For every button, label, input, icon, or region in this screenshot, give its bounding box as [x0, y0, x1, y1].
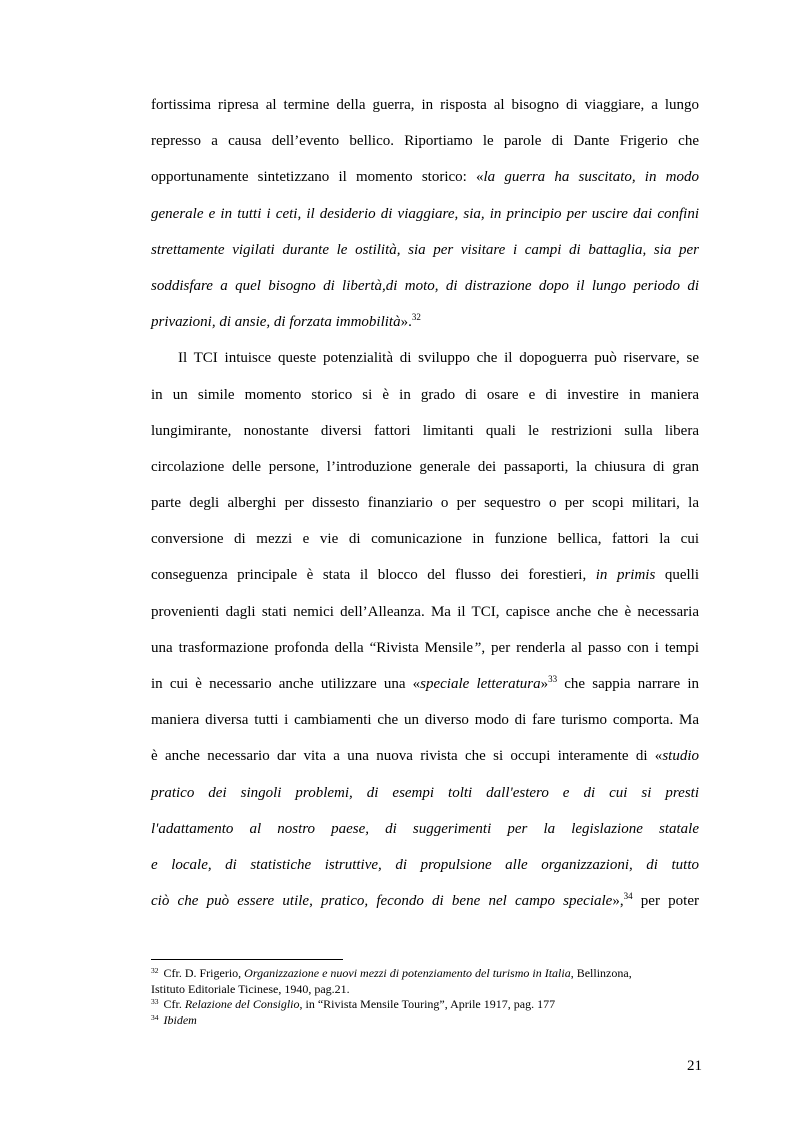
footnote-ref: 34 [623, 891, 633, 902]
footnote-number: 32 [151, 966, 159, 975]
body-text: conversione di mezzi e vie di comunicazione in funzione bellica, fattori la cui [151, 531, 699, 548]
body-text: una trasformazione profonda della “Rivista Mensile [151, 639, 474, 656]
body-text: », [612, 893, 624, 910]
body-italic-text: e locale, di statistiche istruttive, di propulsione alle organizzazioni, di tutto [151, 856, 699, 873]
footnote-line [151, 982, 711, 997]
body-text: ». [400, 314, 412, 331]
text-line [151, 87, 699, 123]
text-line [151, 304, 699, 340]
text-line [151, 738, 699, 774]
text-line [151, 630, 699, 666]
footnote-text: , Bellinzona, [570, 966, 632, 980]
text-line [151, 449, 699, 485]
text-line [151, 123, 699, 159]
footnote-italic-text: Organizzazione e nuovi mezzi di potenziamento del turismo in Italia [244, 966, 571, 980]
footnotes [151, 966, 711, 1029]
text-line [151, 232, 699, 268]
body-italic-text: l'adattamento al nostro paese, di suggerimenti per la legislazione statale [151, 820, 699, 837]
text-line [151, 883, 699, 919]
text-line [151, 196, 699, 232]
text-line [151, 811, 699, 847]
body-text: conseguenza principale è stata il blocco del flusso dei forestieri, [151, 567, 596, 584]
footnote-3 [151, 1013, 711, 1029]
body-italic-text: strettamente vigilati durante le ostilità, sia per visitare i campi di battaglia, sia per [151, 241, 699, 258]
footnote-italic-text: Relazione del Consiglio [184, 997, 300, 1011]
body-text: provenienti dagli stati nemici dell’Alleanza. Ma il TCI, capisce anche che è necessaria [151, 603, 699, 620]
text-line [151, 159, 699, 195]
text-line [151, 268, 699, 304]
footnote-number: 34 [151, 1013, 159, 1022]
body-text: , per renderla al passo con i tempi [481, 639, 699, 656]
footnote-text: Cfr. [160, 997, 185, 1011]
footnote-1 [151, 966, 711, 997]
footnote-separator [151, 959, 343, 960]
text-line [151, 521, 699, 557]
body-text: represso a causa dell’evento bellico. Riportiamo le parole di Dante Frigerio che [151, 133, 699, 150]
text-line [151, 413, 699, 449]
text-line [151, 594, 699, 630]
footnote-text: Istituto Editoriale Ticinese, 1940, pag.21. [151, 982, 350, 996]
body-italic-text: ciò che può essere utile, pratico, fecondo di bene nel campo speciale [151, 893, 613, 910]
body-text: in cui è necessario anche utilizzare una « [151, 676, 421, 692]
body-italic-text: speciale letteratura [420, 676, 541, 692]
text-line [151, 340, 699, 376]
page-number: 21 [687, 1058, 702, 1074]
footnote-ref: 33 [548, 674, 558, 684]
body-text: circolazione delle persone, l’introduzione generale dei passaporti, la chiusura di gran [151, 458, 699, 475]
body-italic-text: la guerra ha suscitato, in modo [483, 169, 699, 186]
body-text: » [540, 676, 549, 692]
footnote-ref: 32 [411, 312, 421, 323]
footnote-line [151, 1013, 711, 1029]
text-line [151, 485, 699, 521]
body-italic-text: ” [473, 639, 482, 656]
footnote-2 [151, 997, 711, 1013]
body-text: in un simile momento storico si è in grado di osare e di investire in maniera [151, 386, 699, 403]
body-text: parte degli alberghi per dissesto finanziario o per sequestro o per scopi militari, la [151, 495, 699, 512]
body-text [151, 87, 699, 919]
body-text: che sappia narrare in [557, 676, 699, 692]
footnote-text: , in “Rivista Mensile Touring”, Aprile 1917, pag. 177 [299, 997, 556, 1011]
body-italic-text: generale e in tutti i ceti, il desiderio di viaggiare, sia, in principio per uscire dai confini [151, 205, 699, 222]
text-line [151, 666, 699, 702]
body-text: opportunamente sintetizzano il momento storico: « [151, 169, 484, 186]
text-line [151, 775, 699, 811]
body-text: fortissima ripresa al termine della guerra, in risposta al bisogno di viaggiare, a lungo [151, 97, 699, 113]
footnote-line [151, 997, 711, 1013]
body-italic-text: privazioni, di ansie, di forzata immobilità [151, 314, 401, 331]
body-italic-text: studio [662, 748, 699, 765]
text-line [151, 702, 699, 738]
body-italic-text: soddisfare a quel bisogno di libertà,di moto, di distrazione dopo il lungo periodo di [151, 277, 699, 294]
footnote-italic-text: Ibidem [163, 1013, 197, 1027]
body-italic-text: in primis [595, 567, 656, 584]
body-text: Il TCI intuisce queste potenzialità di sviluppo che il dopoguerra può riservare, se [178, 350, 699, 367]
text-line [151, 557, 699, 593]
body-text: lungimirante, nonostante diversi fattori limitanti quali le restrizioni sulla libera [151, 422, 699, 439]
body-text: è anche necessario dar vita a una nuova rivista che si occupi interamente di « [151, 748, 663, 765]
body-text: quelli [655, 567, 699, 584]
footnote-number: 33 [151, 997, 159, 1006]
text-line [151, 847, 699, 883]
footnote-line [151, 966, 711, 982]
body-text: per poter [632, 893, 699, 910]
body-text: maniera diversa tutti i cambiamenti che un diverso modo di fare turismo comporta. Ma [151, 712, 699, 729]
text-line [151, 377, 699, 413]
body-italic-text: pratico dei singoli problemi, di esempi tolti dall'estero e di cui si presti [151, 784, 699, 801]
footnote-text: Cfr. D. Frigerio, [160, 966, 245, 980]
